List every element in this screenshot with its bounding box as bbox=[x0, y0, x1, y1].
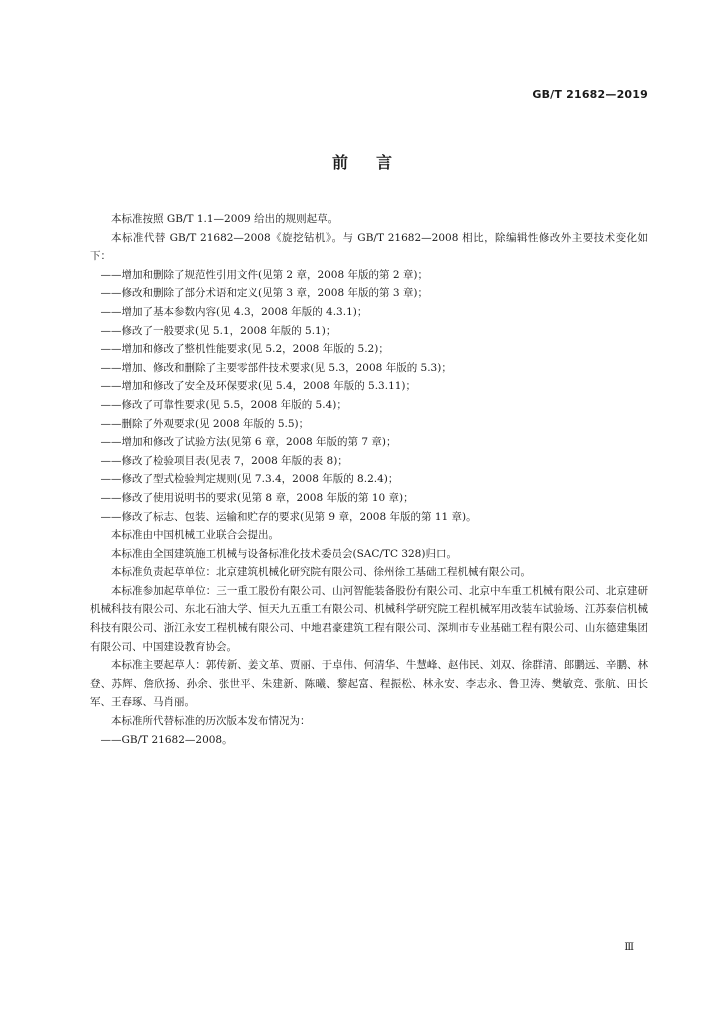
history-item: ——GB/T 21682—2008。 bbox=[100, 733, 233, 746]
list-item: ——增加了基本参数内容(见 4.3，2008 年版的 4.3.1)； bbox=[100, 305, 368, 318]
list-item: ——删除了外观要求(见 2008 年版的 5.5)； bbox=[100, 417, 310, 430]
paragraph-technical-committee: 本标准由全国建筑施工机械与设备标准化技术委员会(SAC/TC 328)归口。 bbox=[111, 547, 457, 560]
page-title: 前言 bbox=[331, 153, 420, 172]
list-item: ——修改了型式检验判定规则(见 7.3.4，2008 年版的 8.2.4)； bbox=[100, 473, 399, 486]
foreword-body bbox=[90, 210, 648, 749]
list-item: ——修改了使用说明书的要求(见第 8 章，2008 年版的第 10 章)； bbox=[100, 491, 414, 504]
list-item: ——修改了可靠性要求(见 5.5，2008 年版的 5.4)； bbox=[100, 398, 347, 411]
standard-number: GB/T 21682—2019 bbox=[532, 88, 648, 101]
paragraph-history: 本标准所代替标准的历次版本发布情况为： bbox=[111, 715, 311, 728]
changes-list bbox=[90, 266, 648, 526]
list-item: ——修改了标志、包装、运输和贮存的要求(见第 9 章，2008 年版的第 11 章)。 bbox=[100, 510, 477, 523]
paragraph-responsible-drafter: 本标准负责起草单位：北京建筑机械化研究院有限公司、徐州徐工基础工程机械有限公司。 bbox=[111, 566, 531, 579]
list-item: ——修改了一般要求(见 5.1，2008 年版的 5.1)； bbox=[100, 324, 337, 337]
list-item: ——修改和删除了部分术语和定义(见第 3 章，2008 年版的第 3 章)； bbox=[100, 287, 428, 300]
list-item: ——增加和删除了规范性引用文件(见第 2 章，2008 年版的第 2 章)； bbox=[100, 268, 428, 281]
paragraph-replaces: 本标准代替 GB/T 21682—2008《旋挖钻机》。与 GB/T 21682—2008 相比，除编辑性修改外主要技术变化如下： bbox=[90, 231, 648, 263]
list-item: ——修改了检验项目表(见表 7，2008 年版的表 8)； bbox=[100, 454, 348, 467]
paragraph-main-drafters: 本标准主要起草人：郭传新、姜文革、贾丽、于卓伟、何清华、牛慧峰、赵伟民、刘双、徐群清、郎鹏远、辛鹏、林登、苏辉、詹欣扬、孙余、张世平、朱建新、陈曦、黎起富、程振松、林永安、李志永、鲁卫涛、樊敏竞、张航、田长军、王春琢、马肖丽。 bbox=[90, 659, 648, 709]
page-number: Ⅲ bbox=[624, 942, 634, 953]
list-item: ——增加和修改了整机性能要求(见 5.2，2008 年版的 5.2)； bbox=[100, 343, 389, 356]
list-item: ——增加和修改了安全及环保要求(见 5.4，2008 年版的 5.3.11)； bbox=[100, 380, 417, 393]
paragraph-proposer: 本标准由中国机械工业联合会提出。 bbox=[111, 529, 279, 542]
paragraph-drafting-rules: 本标准按照 GB/T 1.1—2009 给出的规则起草。 bbox=[111, 213, 339, 225]
list-item: ——增加、修改和删除了主要零部件技术要求(见 5.3，2008 年版的 5.3)； bbox=[100, 361, 452, 374]
paragraph-participating-drafters: 本标准参加起草单位：三一重工股份有限公司、山河智能装备股份有限公司、北京中车重工机械有限公司、北京建研机械科技有限公司、东北石油大学、恒天九五重工有限公司、机械科学研究院工程机械军用改装车试验场、江苏泰信机械科技有限公司、浙江永安工程机械有限公司、中地君豪建筑工程有限公司、深圳市专业基础工程有限公司、山东德建集团有限公司、中国建设教育协会。 bbox=[90, 584, 648, 653]
list-item: ——增加和修改了试验方法(见第 6 章，2008 年版的第 7 章)； bbox=[100, 436, 397, 449]
